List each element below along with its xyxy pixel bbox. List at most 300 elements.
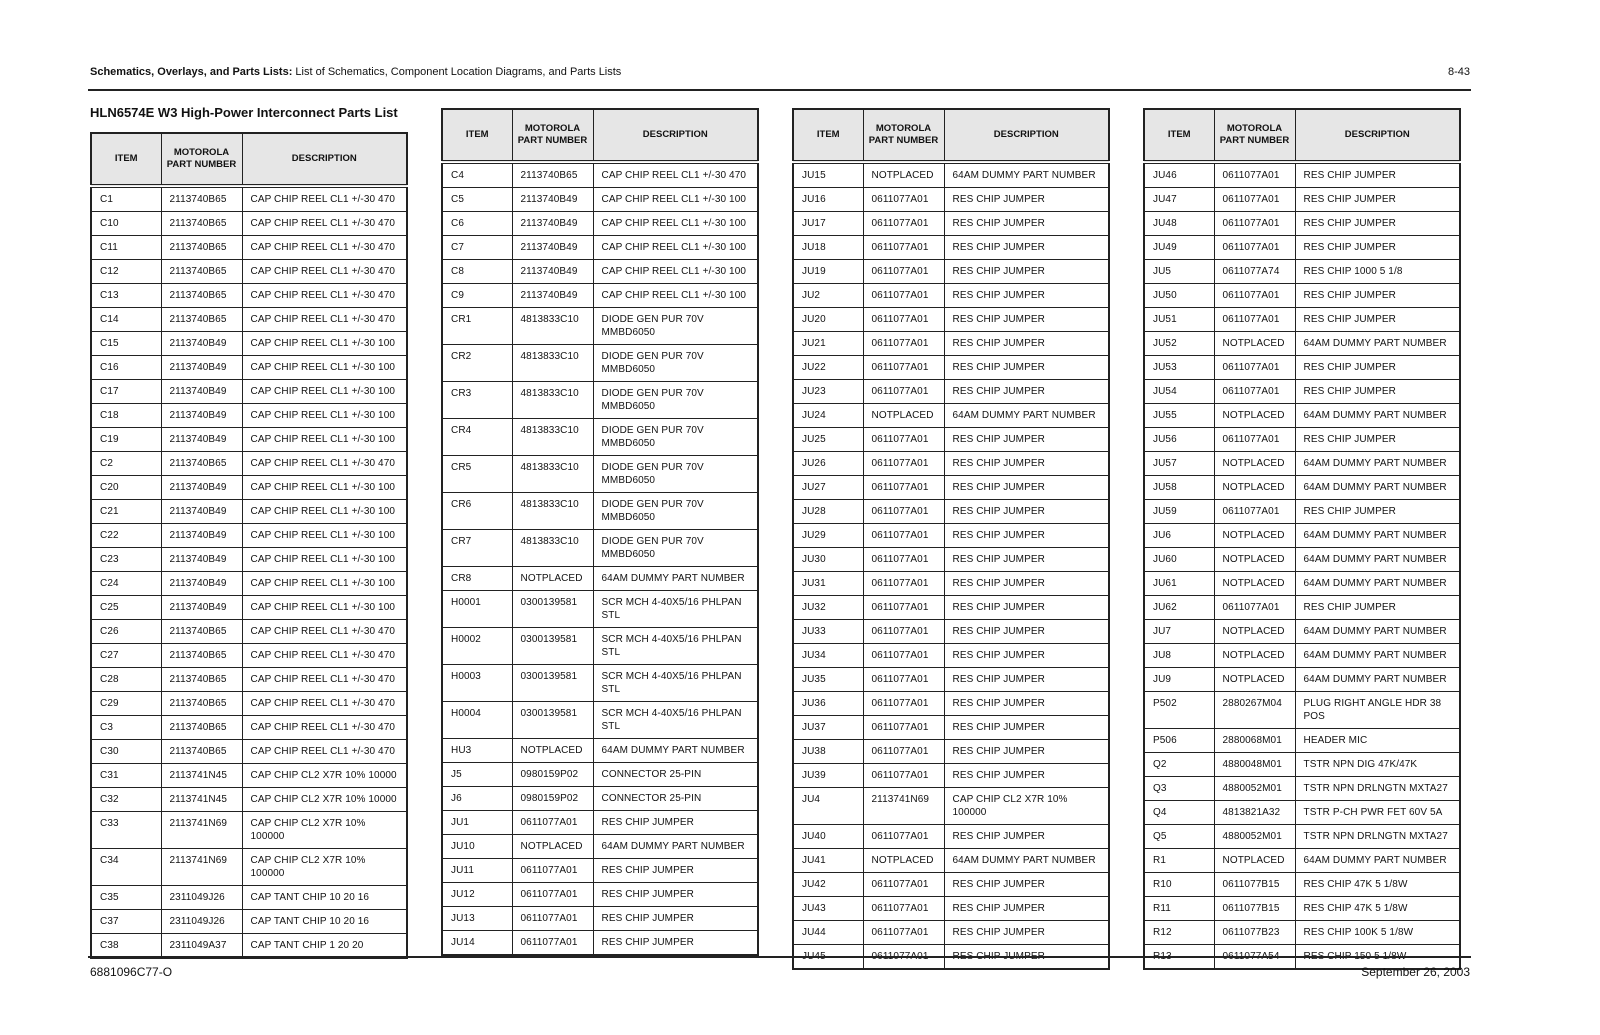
table-row: [1144, 428, 1460, 452]
item-cell: C37: [91, 910, 161, 934]
item-cell: C31: [91, 764, 161, 788]
description-cell: CAP TANT CHIP 10 20 16: [242, 886, 407, 910]
part-number-cell: 0611077A01: [1214, 188, 1295, 212]
item-cell: CR1: [442, 308, 512, 345]
item-cell: JU47: [1144, 188, 1214, 212]
part-number-cell: 2113740B49: [161, 428, 242, 452]
part-number-cell: 0300139581: [512, 665, 593, 702]
item-cell: C19: [91, 428, 161, 452]
description-cell: RES CHIP JUMPER: [944, 428, 1109, 452]
table-row: [91, 260, 407, 284]
table-row: [442, 883, 758, 907]
description-cell: SCR MCH 4-40X5/16 PHLPAN STL: [593, 665, 758, 702]
table-row: [442, 284, 758, 308]
part-number-cell: NOTPLACED: [512, 835, 593, 859]
item-cell: C9: [442, 284, 512, 308]
description-cell: 64AM DUMMY PART NUMBER: [1295, 524, 1460, 548]
item-cell: JU10: [442, 835, 512, 859]
part-number-cell: NOTPLACED: [1214, 548, 1295, 572]
table-row: [1144, 188, 1460, 212]
item-cell: CR5: [442, 456, 512, 493]
item-cell: R11: [1144, 897, 1214, 921]
description-cell: CAP CHIP REEL CL1 +/-30 470: [242, 452, 407, 476]
item-cell: CR6: [442, 493, 512, 530]
table-row: [1144, 212, 1460, 236]
description-cell: RES CHIP JUMPER: [593, 931, 758, 956]
column-header-part-number: MOTOROLA PART NUMBER: [863, 109, 944, 162]
column-header-description: DESCRIPTION: [1295, 109, 1460, 162]
header-subsection: List of Schematics, Component Location Diagrams, and Parts Lists: [292, 66, 622, 78]
table-row: [793, 524, 1109, 548]
part-number-cell: 4813833C10: [512, 530, 593, 567]
item-cell: C26: [91, 620, 161, 644]
item-cell: CR4: [442, 419, 512, 456]
table-row: [91, 452, 407, 476]
description-cell: RES CHIP JUMPER: [1295, 212, 1460, 236]
part-number-cell: 0611077A01: [863, 284, 944, 308]
part-number-cell: 0611077A01: [863, 308, 944, 332]
description-cell: CAP TANT CHIP 10 20 16: [242, 910, 407, 934]
item-cell: C20: [91, 476, 161, 500]
table-row: [442, 162, 758, 188]
part-number-cell: NOTPLACED: [512, 739, 593, 763]
description-cell: RES CHIP JUMPER: [944, 188, 1109, 212]
part-number-cell: 2113740B65: [161, 186, 242, 212]
table-row: [793, 620, 1109, 644]
part-number-cell: 2113740B49: [512, 236, 593, 260]
part-number-cell: NOTPLACED: [1214, 849, 1295, 873]
table-row: [91, 668, 407, 692]
part-number-cell: 0611077B15: [1214, 897, 1295, 921]
part-number-cell: 0300139581: [512, 702, 593, 739]
header-rule: [88, 89, 1471, 91]
table-row: [793, 284, 1109, 308]
part-number-cell: 0611077A01: [863, 356, 944, 380]
item-cell: C32: [91, 788, 161, 812]
part-number-cell: 2113740B49: [512, 188, 593, 212]
description-cell: 64AM DUMMY PART NUMBER: [1295, 849, 1460, 873]
table-row: [793, 825, 1109, 849]
part-number-cell: NOTPLACED: [1214, 476, 1295, 500]
description-cell: DIODE GEN PUR 70V MMBD6050: [593, 456, 758, 493]
description-cell: TSTR NPN DIG 47K/47K: [1295, 753, 1460, 777]
part-number-cell: 2113741N69: [863, 788, 944, 825]
item-cell: C4: [442, 162, 512, 188]
item-cell: JU62: [1144, 596, 1214, 620]
part-number-cell: 0611077A01: [863, 620, 944, 644]
description-cell: CAP CHIP CL2 X7R 10% 10000: [242, 764, 407, 788]
description-cell: CAP CHIP CL2 X7R 10% 100000: [242, 812, 407, 849]
table-row: [91, 644, 407, 668]
part-number-cell: 2311049J26: [161, 910, 242, 934]
item-cell: JU6: [1144, 524, 1214, 548]
table-row: [793, 921, 1109, 945]
table-row: [442, 567, 758, 591]
table-row: [442, 382, 758, 419]
description-cell: RES CHIP JUMPER: [944, 356, 1109, 380]
description-cell: RES CHIP JUMPER: [944, 452, 1109, 476]
part-number-cell: 0611077A74: [1214, 260, 1295, 284]
header-row: [793, 109, 1109, 162]
item-cell: C2: [91, 452, 161, 476]
description-cell: RES CHIP JUMPER: [944, 332, 1109, 356]
document-number: 6881096C77-O: [90, 965, 173, 979]
item-cell: C10: [91, 212, 161, 236]
table-row: [1144, 849, 1460, 873]
table-row: [442, 763, 758, 787]
item-cell: JU42: [793, 873, 863, 897]
description-cell: CAP CHIP REEL CL1 +/-30 100: [242, 380, 407, 404]
description-cell: CAP CHIP REEL CL1 +/-30 100: [242, 404, 407, 428]
description-cell: SCR MCH 4-40X5/16 PHLPAN STL: [593, 702, 758, 739]
item-cell: JU40: [793, 825, 863, 849]
table-row: [793, 873, 1109, 897]
part-number-cell: 0611077A01: [1214, 308, 1295, 332]
table-row: [91, 332, 407, 356]
part-number-cell: 0611077A01: [512, 859, 593, 883]
item-cell: JU21: [793, 332, 863, 356]
header-row: [1144, 109, 1460, 162]
item-cell: H0002: [442, 628, 512, 665]
part-number-cell: 2113740B49: [161, 380, 242, 404]
description-cell: DIODE GEN PUR 70V MMBD6050: [593, 382, 758, 419]
part-number-cell: 2113740B49: [161, 572, 242, 596]
item-cell: JU30: [793, 548, 863, 572]
description-cell: RES CHIP JUMPER: [944, 740, 1109, 764]
table-row: [91, 404, 407, 428]
part-number-cell: 4813833C10: [512, 419, 593, 456]
table-row: [793, 162, 1109, 188]
item-cell: C16: [91, 356, 161, 380]
description-cell: CAP CHIP CL2 X7R 10% 100000: [944, 788, 1109, 825]
part-number-cell: 0300139581: [512, 591, 593, 628]
table-row: [793, 788, 1109, 825]
table-row: [91, 849, 407, 886]
item-cell: C27: [91, 644, 161, 668]
table-row: [442, 188, 758, 212]
table-row: [91, 212, 407, 236]
table-row: [793, 188, 1109, 212]
table-row: [442, 591, 758, 628]
item-cell: JU2: [793, 284, 863, 308]
parts-table-4: [1143, 108, 1461, 970]
description-cell: RES CHIP JUMPER: [593, 907, 758, 931]
description-cell: RES CHIP JUMPER: [1295, 596, 1460, 620]
part-number-cell: NOTPLACED: [1214, 524, 1295, 548]
description-cell: CAP CHIP REEL CL1 +/-30 100: [593, 260, 758, 284]
item-cell: JU26: [793, 452, 863, 476]
part-number-cell: 0980159P02: [512, 763, 593, 787]
part-number-cell: 2880267M04: [1214, 692, 1295, 729]
column-header-description: DESCRIPTION: [593, 109, 758, 162]
table-row: [442, 419, 758, 456]
item-cell: C34: [91, 849, 161, 886]
description-cell: RES CHIP JUMPER: [944, 572, 1109, 596]
item-cell: CR8: [442, 567, 512, 591]
item-cell: C28: [91, 668, 161, 692]
part-number-cell: 2113741N69: [161, 849, 242, 886]
item-cell: JU53: [1144, 356, 1214, 380]
description-cell: PLUG RIGHT ANGLE HDR 38 POS: [1295, 692, 1460, 729]
item-cell: Q3: [1144, 777, 1214, 801]
item-cell: JU49: [1144, 236, 1214, 260]
header-row: [442, 109, 758, 162]
table-row: [91, 934, 407, 959]
description-cell: RES CHIP JUMPER: [944, 668, 1109, 692]
description-cell: CONNECTOR 25-PIN: [593, 787, 758, 811]
parts-list-title: HLN6574E W3 High-Power Interconnect Parts List: [90, 105, 398, 120]
item-cell: JU48: [1144, 212, 1214, 236]
table-row: [793, 764, 1109, 788]
item-cell: JU33: [793, 620, 863, 644]
description-cell: TSTR NPN DRLNGTN MXTA27: [1295, 825, 1460, 849]
item-cell: C30: [91, 740, 161, 764]
description-cell: RES CHIP JUMPER: [944, 500, 1109, 524]
part-number-cell: 0611077A01: [1214, 596, 1295, 620]
description-cell: CAP CHIP CL2 X7R 10% 100000: [242, 849, 407, 886]
description-cell: CAP CHIP REEL CL1 +/-30 470: [242, 740, 407, 764]
table-row: [1144, 572, 1460, 596]
part-number-cell: 0611077A01: [863, 212, 944, 236]
part-number-cell: 2311049J26: [161, 886, 242, 910]
table-row: [442, 628, 758, 665]
description-cell: RES CHIP 1000 5 1/8: [1295, 260, 1460, 284]
part-number-cell: 2113740B65: [161, 236, 242, 260]
item-cell: JU41: [793, 849, 863, 873]
description-cell: CAP CHIP REEL CL1 +/-30 470: [242, 692, 407, 716]
description-cell: RES CHIP JUMPER: [944, 548, 1109, 572]
item-cell: JU23: [793, 380, 863, 404]
description-cell: RES CHIP JUMPER: [944, 692, 1109, 716]
part-number-cell: 0980159P02: [512, 787, 593, 811]
part-number-cell: 2113740B65: [161, 212, 242, 236]
table-row: [442, 859, 758, 883]
part-number-cell: NOTPLACED: [512, 567, 593, 591]
part-number-cell: 0611077A01: [863, 596, 944, 620]
table-row: [1144, 452, 1460, 476]
item-cell: J6: [442, 787, 512, 811]
table-row: [1144, 332, 1460, 356]
part-number-cell: 0611077A01: [863, 380, 944, 404]
table-row: [442, 702, 758, 739]
description-cell: CAP CHIP REEL CL1 +/-30 470: [242, 260, 407, 284]
table-row: [91, 886, 407, 910]
table-row: [91, 548, 407, 572]
item-cell: JU16: [793, 188, 863, 212]
item-cell: Q4: [1144, 801, 1214, 825]
item-cell: JU44: [793, 921, 863, 945]
description-cell: CAP CHIP REEL CL1 +/-30 470: [593, 162, 758, 188]
table-row: [91, 356, 407, 380]
item-cell: JU8: [1144, 644, 1214, 668]
part-number-cell: NOTPLACED: [1214, 668, 1295, 692]
description-cell: RES CHIP JUMPER: [944, 644, 1109, 668]
part-number-cell: 2880068M01: [1214, 729, 1295, 753]
table-row: [793, 572, 1109, 596]
part-number-cell: 0611077A01: [512, 931, 593, 956]
item-cell: HU3: [442, 739, 512, 763]
table-row: [793, 548, 1109, 572]
header-row: [91, 133, 407, 186]
description-cell: CAP CHIP REEL CL1 +/-30 470: [242, 186, 407, 212]
table-row: [91, 380, 407, 404]
item-cell: C24: [91, 572, 161, 596]
part-number-cell: 2113740B49: [161, 524, 242, 548]
part-number-cell: 4813833C10: [512, 345, 593, 382]
item-cell: H0003: [442, 665, 512, 702]
item-cell: JU60: [1144, 548, 1214, 572]
table-row: [91, 186, 407, 212]
table-row: [1144, 692, 1460, 729]
item-cell: C13: [91, 284, 161, 308]
description-cell: RES CHIP JUMPER: [1295, 308, 1460, 332]
part-number-cell: 0611077B15: [1214, 873, 1295, 897]
part-number-cell: 2113740B65: [161, 692, 242, 716]
description-cell: CAP CHIP REEL CL1 +/-30 100: [242, 476, 407, 500]
item-cell: JU15: [793, 162, 863, 188]
item-cell: C38: [91, 934, 161, 959]
item-cell: JU1: [442, 811, 512, 835]
column-header-item: ITEM: [793, 109, 863, 162]
table-row: [1144, 524, 1460, 548]
part-number-cell: 0611077A01: [1214, 428, 1295, 452]
description-cell: RES CHIP JUMPER: [944, 236, 1109, 260]
description-cell: CAP CHIP REEL CL1 +/-30 470: [242, 716, 407, 740]
header-section: Schematics, Overlays, and Parts Lists:: [90, 66, 293, 78]
description-cell: DIODE GEN PUR 70V MMBD6050: [593, 530, 758, 567]
description-cell: RES CHIP JUMPER: [944, 873, 1109, 897]
table-row: [1144, 873, 1460, 897]
part-number-cell: 0611077A01: [863, 825, 944, 849]
description-cell: RES CHIP JUMPER: [944, 596, 1109, 620]
description-cell: TSTR NPN DRLNGTN MXTA27: [1295, 777, 1460, 801]
table-row: [442, 308, 758, 345]
item-cell: JU46: [1144, 162, 1214, 188]
item-cell: JU9: [1144, 668, 1214, 692]
part-number-cell: 2113740B65: [512, 162, 593, 188]
item-cell: JU31: [793, 572, 863, 596]
description-cell: 64AM DUMMY PART NUMBER: [1295, 548, 1460, 572]
item-cell: C1: [91, 186, 161, 212]
description-cell: RES CHIP JUMPER: [1295, 236, 1460, 260]
table-row: [793, 668, 1109, 692]
item-cell: JU57: [1144, 452, 1214, 476]
item-cell: JU39: [793, 764, 863, 788]
item-cell: H0004: [442, 702, 512, 739]
item-cell: C25: [91, 596, 161, 620]
description-cell: RES CHIP JUMPER: [944, 212, 1109, 236]
table-row: [793, 428, 1109, 452]
description-cell: CAP CHIP REEL CL1 +/-30 100: [593, 212, 758, 236]
part-number-cell: 0611077A01: [863, 572, 944, 596]
table-row: [1144, 356, 1460, 380]
column-header-description: DESCRIPTION: [944, 109, 1109, 162]
part-number-cell: 0300139581: [512, 628, 593, 665]
part-number-cell: NOTPLACED: [1214, 452, 1295, 476]
item-cell: JU50: [1144, 284, 1214, 308]
part-number-cell: 2311049A37: [161, 934, 242, 959]
item-cell: C3: [91, 716, 161, 740]
item-cell: JU32: [793, 596, 863, 620]
item-cell: JU52: [1144, 332, 1214, 356]
table-row: [1144, 801, 1460, 825]
item-cell: JU35: [793, 668, 863, 692]
part-number-cell: 4880052M01: [1214, 825, 1295, 849]
item-cell: H0001: [442, 591, 512, 628]
description-cell: RES CHIP JUMPER: [944, 897, 1109, 921]
item-cell: JU36: [793, 692, 863, 716]
column-header-item: ITEM: [442, 109, 512, 162]
part-number-cell: 0611077A01: [863, 740, 944, 764]
item-cell: C21: [91, 500, 161, 524]
part-number-cell: 2113740B49: [161, 404, 242, 428]
item-cell: JU38: [793, 740, 863, 764]
part-number-cell: 0611077A01: [863, 873, 944, 897]
item-cell: P506: [1144, 729, 1214, 753]
item-cell: JU7: [1144, 620, 1214, 644]
table-row: [1144, 753, 1460, 777]
table-row: [442, 493, 758, 530]
table-row: [1144, 500, 1460, 524]
item-cell: C17: [91, 380, 161, 404]
description-cell: CAP CHIP REEL CL1 +/-30 100: [242, 548, 407, 572]
table-row: [91, 692, 407, 716]
part-number-cell: 0611077A01: [863, 236, 944, 260]
description-cell: TSTR P-CH PWR FET 60V 5A: [1295, 801, 1460, 825]
description-cell: 64AM DUMMY PART NUMBER: [1295, 332, 1460, 356]
item-cell: JU11: [442, 859, 512, 883]
table-row: [91, 428, 407, 452]
description-cell: DIODE GEN PUR 70V MMBD6050: [593, 345, 758, 382]
part-number-cell: NOTPLACED: [1214, 404, 1295, 428]
part-number-cell: 0611077A01: [863, 548, 944, 572]
part-number-cell: 4813833C10: [512, 308, 593, 345]
table-row: [793, 380, 1109, 404]
table-row: [91, 524, 407, 548]
table-row: [91, 910, 407, 934]
item-cell: C14: [91, 308, 161, 332]
part-number-cell: 2113740B49: [512, 284, 593, 308]
table-row: [91, 572, 407, 596]
table-row: [793, 452, 1109, 476]
part-number-cell: 2113740B65: [161, 620, 242, 644]
item-cell: JU58: [1144, 476, 1214, 500]
table-row: [1144, 921, 1460, 945]
table-row: [442, 739, 758, 763]
column-header-part-number: MOTOROLA PART NUMBER: [161, 133, 242, 186]
part-number-cell: 2113740B65: [161, 452, 242, 476]
part-number-cell: 4813833C10: [512, 493, 593, 530]
part-number-cell: 0611077A01: [863, 428, 944, 452]
part-number-cell: 0611077A01: [863, 764, 944, 788]
part-number-cell: 0611077B23: [1214, 921, 1295, 945]
part-number-cell: 0611077A01: [863, 897, 944, 921]
parts-table-1: [90, 132, 408, 959]
part-number-cell: 2113740B65: [161, 716, 242, 740]
part-number-cell: 0611077A01: [863, 692, 944, 716]
column-header-part-number: MOTOROLA PART NUMBER: [512, 109, 593, 162]
description-cell: RES CHIP 47K 5 1/8W: [1295, 897, 1460, 921]
description-cell: CAP CHIP REEL CL1 +/-30 470: [242, 668, 407, 692]
column-header-description: DESCRIPTION: [242, 133, 407, 186]
table-row: [1144, 825, 1460, 849]
table-row: [793, 897, 1109, 921]
item-cell: JU25: [793, 428, 863, 452]
table-row: [1144, 596, 1460, 620]
table-row: [91, 788, 407, 812]
part-number-cell: 4813833C10: [512, 456, 593, 493]
description-cell: 64AM DUMMY PART NUMBER: [944, 849, 1109, 873]
